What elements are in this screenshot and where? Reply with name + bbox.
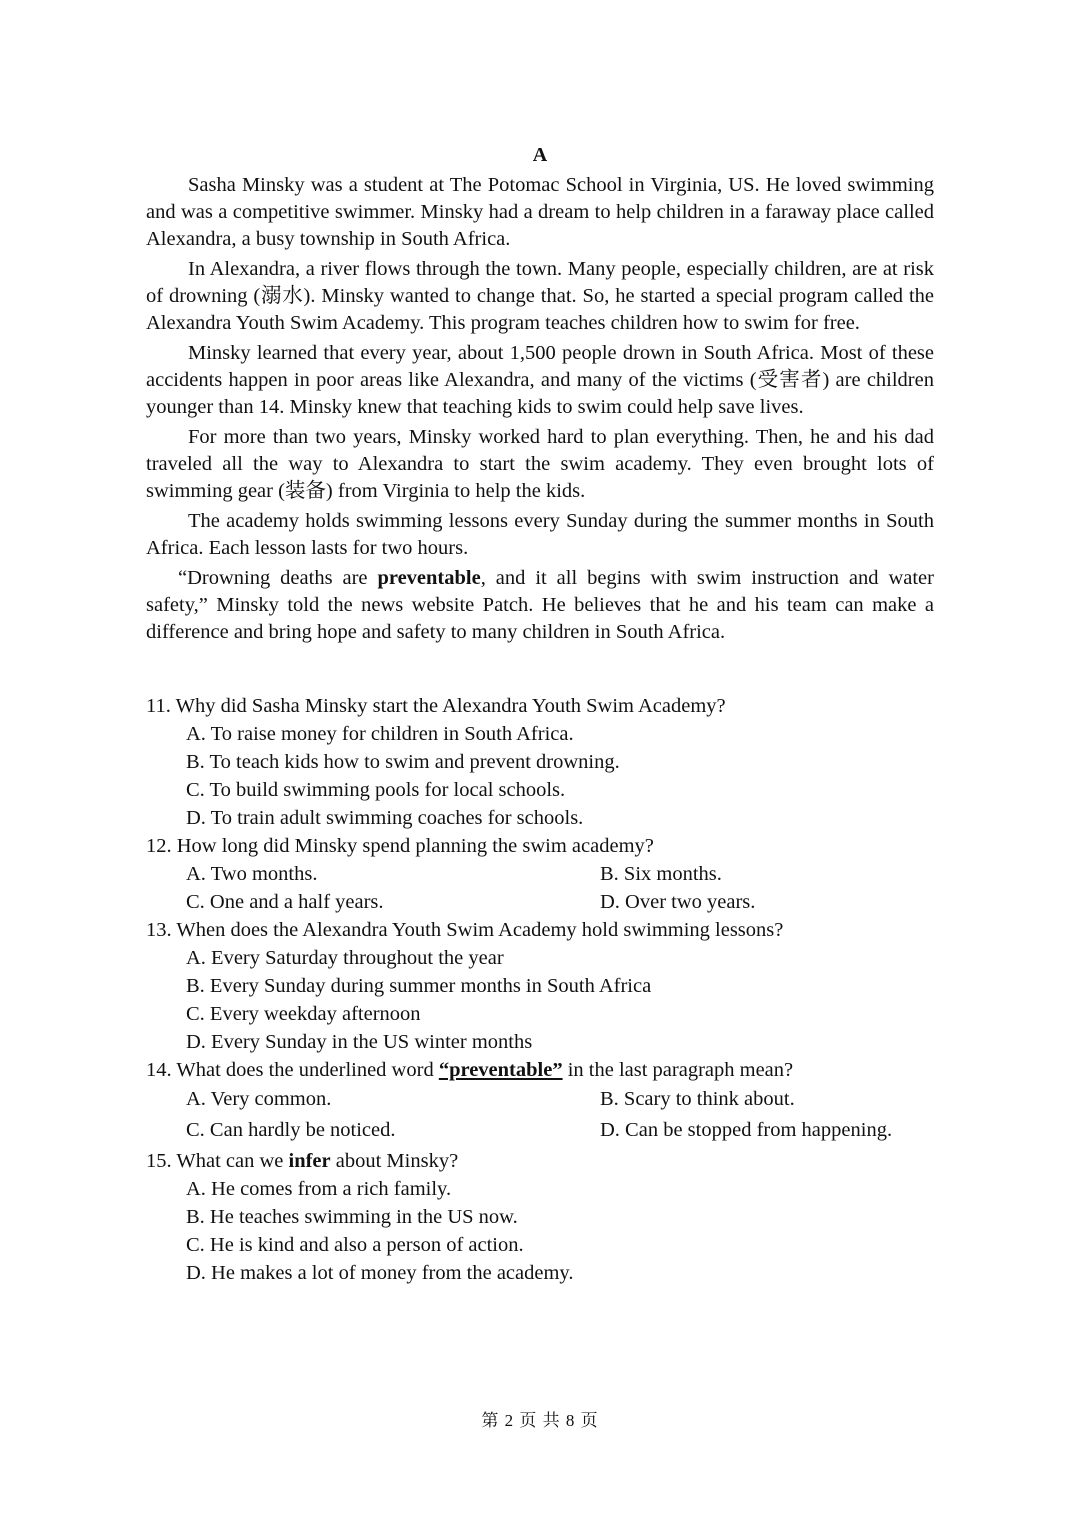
question-stem: 12. How long did Minsky spend planning the swim academy? bbox=[146, 835, 654, 857]
passage-paragraph-6 bbox=[146, 565, 934, 646]
option-c: C. To build swimming pools for local schools. bbox=[186, 779, 566, 801]
option-a: A. Two months. bbox=[186, 863, 318, 885]
option-c: C. One and a half years. bbox=[186, 891, 384, 913]
option-d: D. Over two years. bbox=[600, 891, 756, 913]
option-row bbox=[146, 1085, 946, 1113]
passage-paragraph-3: Minsky learned that every year, about 1,500 people drown in South Africa. Most of these accidents happen in poor areas like Alexandra, and many of the victims (受害者) are children younger than 14. Minsky knew that teaching kids to swim could help save lives. bbox=[146, 342, 934, 418]
option-row bbox=[146, 860, 946, 888]
option-b: B. Every Sunday during summer months in South Africa bbox=[186, 975, 652, 997]
option-row bbox=[146, 888, 946, 916]
passage-paragraph-5: The academy holds swimming lessons every Sunday during the summer months in South Africa. Each lesson lasts for two hours. bbox=[146, 510, 934, 559]
question-stem bbox=[146, 1147, 946, 1175]
option-b: B. Six months. bbox=[600, 863, 722, 885]
option-a: A. Every Saturday throughout the year bbox=[186, 947, 504, 969]
option-row bbox=[146, 1116, 946, 1144]
paragraph-6-start: “Drowning deaths are bbox=[178, 567, 378, 589]
question-stem bbox=[146, 1056, 946, 1084]
question-12 bbox=[146, 832, 946, 916]
question-stem: 13. When does the Alexandra Youth Swim Academy hold swimming lessons? bbox=[146, 919, 784, 941]
option-a: A. Very common. bbox=[186, 1088, 332, 1110]
question-13 bbox=[146, 916, 946, 1056]
option-c: C. He is kind and also a person of action. bbox=[186, 1234, 524, 1256]
stem-end: in the last paragraph mean? bbox=[562, 1059, 794, 1081]
option-c: C. Can hardly be noticed. bbox=[186, 1119, 396, 1141]
section-title: A bbox=[532, 144, 548, 166]
option-b: B. Scary to think about. bbox=[600, 1088, 795, 1110]
stem-start: 15. What can we bbox=[146, 1150, 289, 1172]
option-b: B. To teach kids how to swim and prevent drowning. bbox=[186, 751, 620, 773]
stem-end: about Minsky? bbox=[330, 1150, 459, 1172]
page-number-footer: 第 2 页 共 8 页 bbox=[481, 1411, 599, 1430]
question-list bbox=[146, 692, 946, 1287]
option-b: B. He teaches swimming in the US now. bbox=[186, 1206, 518, 1228]
question-15 bbox=[146, 1147, 946, 1287]
keyword-preventable-underlined: “preventable” bbox=[438, 1059, 563, 1081]
option-d: D. To train adult swimming coaches for schools. bbox=[186, 807, 584, 829]
option-d: D. Can be stopped from happening. bbox=[600, 1119, 893, 1141]
keyword-infer: infer bbox=[288, 1150, 331, 1172]
option-a: A. To raise money for children in South Africa. bbox=[186, 723, 574, 745]
passage-paragraph-4: For more than two years, Minsky worked hard to plan everything. Then, he and his dad traveled all the way to Alexandra to start the swim academy. They even brought lots of swimming gear (装备) from Virginia to help the kids. bbox=[146, 426, 934, 502]
stem-start: 14. What does the underlined word bbox=[146, 1059, 439, 1081]
question-stem: 11. Why did Sasha Minsky start the Alexandra Youth Swim Academy? bbox=[146, 695, 726, 717]
option-a: A. He comes from a rich family. bbox=[186, 1178, 452, 1200]
keyword-preventable: preventable bbox=[377, 567, 481, 589]
reading-passage bbox=[146, 172, 934, 649]
question-14 bbox=[146, 1056, 946, 1144]
passage-paragraph-1: Sasha Minsky was a student at The Potomac School in Virginia, US. He loved swimming and was a competitive swimmer. Minsky had a dream to help children in a faraway place called Alexandra, a busy township in South Africa. bbox=[146, 174, 934, 250]
option-c: C. Every weekday afternoon bbox=[186, 1003, 421, 1025]
passage-paragraph-2: In Alexandra, a river flows through the town. Many people, especially children, are at risk of drowning (溺水). Minsky wanted to change that. So, he started a special program called the Alexandra Youth Swim Academy. This program teaches children how to swim for free. bbox=[146, 258, 934, 334]
question-11 bbox=[146, 692, 946, 832]
option-d: D. Every Sunday in the US winter months bbox=[186, 1031, 533, 1053]
paragraph-6-end: , and it all begins with swim instruction and water safety,” Minsky told the news website Patch. He believes that he and his team can make a difference and bring hope and safety to many children in South Africa. bbox=[146, 567, 934, 643]
option-d: D. He makes a lot of money from the academy. bbox=[186, 1262, 574, 1284]
